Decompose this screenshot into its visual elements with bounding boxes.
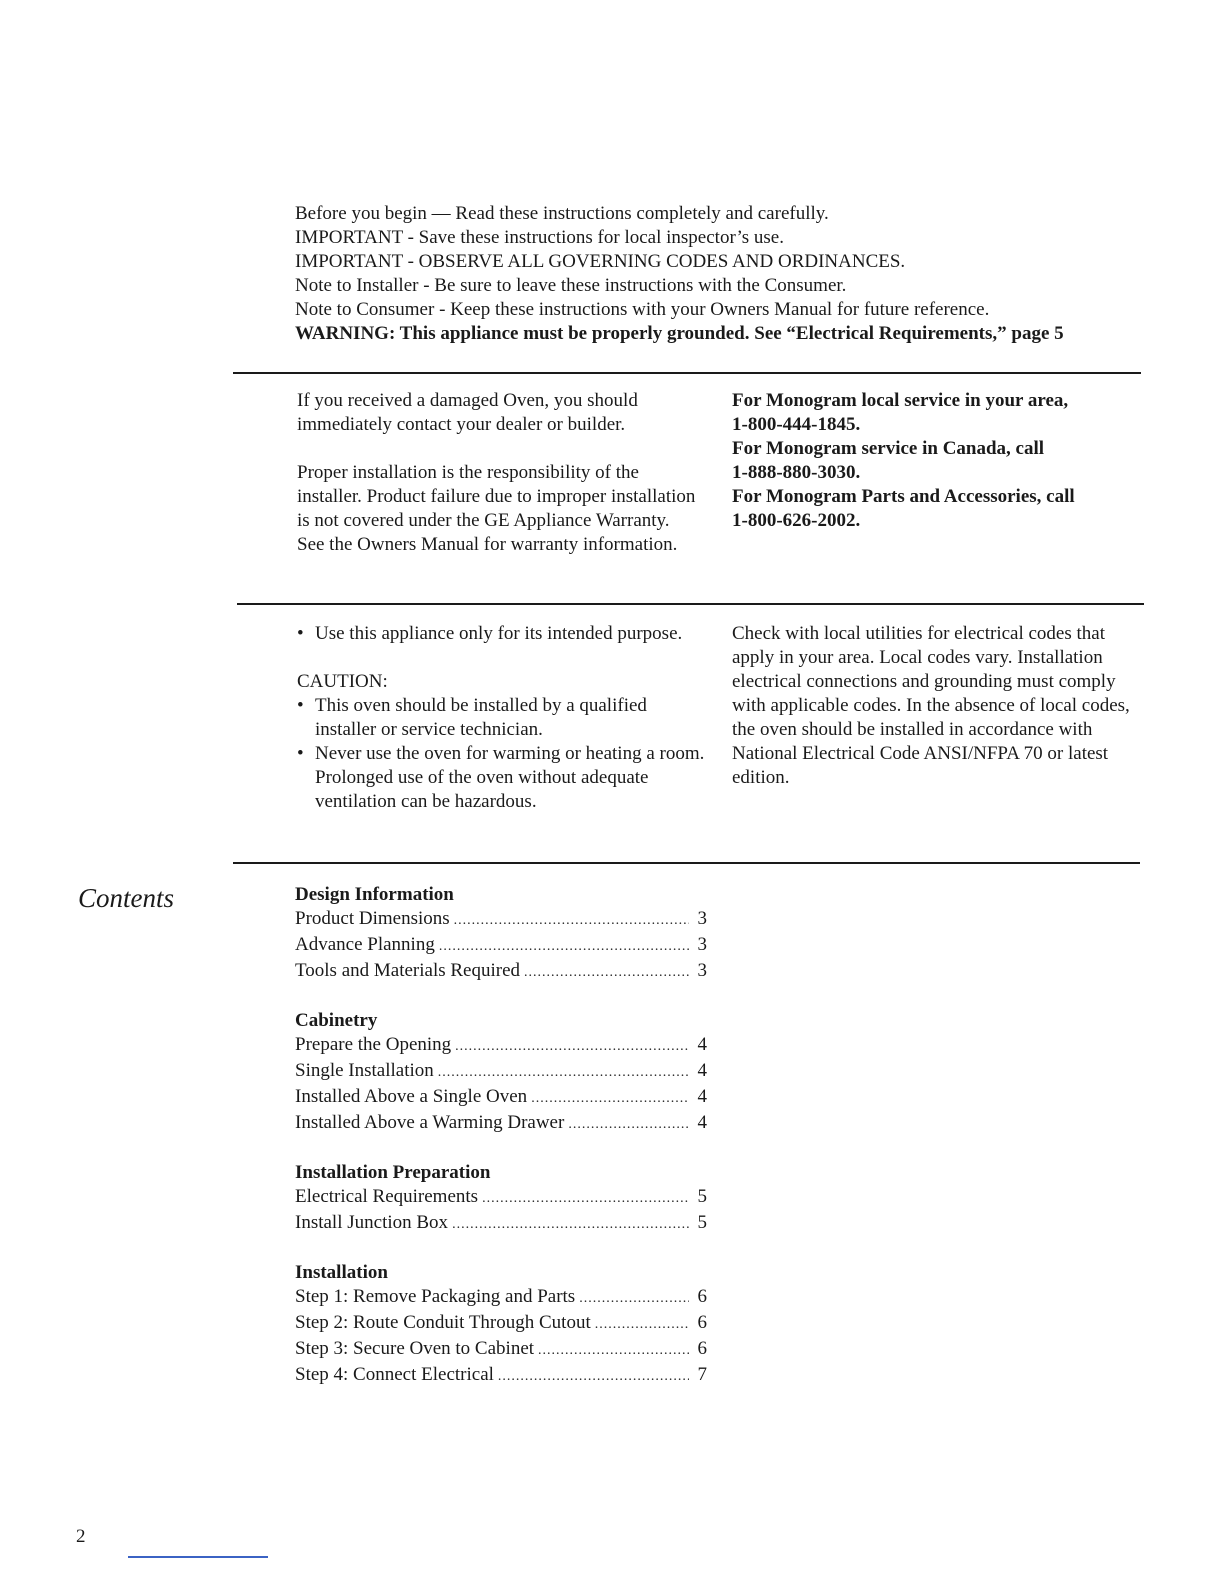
toc-entry[interactable]: Step 1: Remove Packaging and Parts ..... 6: [295, 1285, 707, 1311]
service-line: For Monogram local service in your area,: [732, 390, 1069, 411]
damage-paragraph: If you received a damaged Oven, you should immediately contact your dealer or builder.: [297, 390, 638, 435]
toc-entry[interactable]: Install Junction Box ..... 5: [295, 1211, 707, 1237]
bullet-icon: •: [297, 743, 304, 764]
warning-text: WARNING: This appliance must be properly grounded. See “Electrical Requirements,” page 5: [295, 323, 1064, 344]
toc-entry[interactable]: Advance Planning ..... 3: [295, 933, 707, 959]
toc-entry[interactable]: Step 3: Secure Oven to Cabinet ..... 6: [295, 1337, 707, 1363]
toc-entry[interactable]: Product Dimensions ..... 3: [295, 907, 707, 933]
toc-section: [295, 883, 707, 985]
toc-section: [295, 1009, 707, 1137]
service-phone: 1-800-444-1845.: [732, 414, 861, 435]
service-line: For Monogram service in Canada, call: [732, 438, 1045, 459]
toc-section-title: Cabinetry: [295, 1010, 378, 1031]
intro-line: IMPORTANT - Save these instructions for local inspector’s use.: [295, 227, 784, 248]
toc-entry[interactable]: Single Installation ..... 4: [295, 1059, 707, 1085]
intro-line: Note to Consumer - Keep these instructions with your Owners Manual for future reference.: [295, 299, 990, 320]
intro-line: IMPORTANT - OBSERVE ALL GOVERNING CODES AND ORDINANCES.: [295, 251, 906, 272]
toc-section-title: Installation: [295, 1262, 388, 1283]
divider: [233, 862, 1140, 864]
service-line: For Monogram Parts and Accessories, call: [732, 486, 1075, 507]
service-phone: 1-800-626-2002.: [732, 510, 861, 531]
toc-entry[interactable]: Installed Above a Single Oven ..... 4: [295, 1085, 707, 1111]
toc-entry[interactable]: Step 4: Connect Electrical ..... 7: [295, 1363, 707, 1389]
intro-line: Before you begin — Read these instructions completely and carefully.: [295, 203, 829, 224]
safety-notes: [297, 622, 707, 814]
electrical-codes-note: Check with local utilities for electrical codes that apply in your area. Local codes vary. Installation electrical connections and grounding must comply with applicable codes. In the absence of local codes, the oven should be installed in accordance with National Electrical Code ANSI/NFPA 70 or latest edition.: [732, 623, 1130, 788]
bullet-icon: •: [297, 623, 304, 644]
service-contacts: [732, 389, 1075, 533]
divider: [233, 372, 1141, 374]
bullet-item: • This oven should be installed by a qualified installer or service technician.: [297, 695, 647, 740]
divider: [237, 603, 1144, 605]
toc-entry[interactable]: Tools and Materials Required ..... 3: [295, 959, 707, 985]
toc-entry[interactable]: Prepare the Opening ..... 4: [295, 1033, 707, 1059]
table-of-contents: [295, 883, 707, 1413]
page-number: 2: [76, 1526, 86, 1547]
footer-link-underline[interactable]: [128, 1556, 268, 1558]
toc-entry[interactable]: Installed Above a Warming Drawer ..... 4: [295, 1111, 707, 1137]
intro-line: Note to Installer - Be sure to leave these instructions with the Consumer.: [295, 275, 847, 296]
bullet-item: • Never use the oven for warming or heating a room. Prolonged use of the oven without adequate ventilation can be hazardous.: [297, 743, 705, 812]
service-phone: 1-888-880-3030.: [732, 462, 861, 483]
intro-block: [295, 202, 1064, 346]
bullet-icon: •: [297, 695, 304, 716]
contents-heading: Contents: [78, 883, 175, 913]
bullet-item: • Use this appliance only for its intended purpose.: [297, 623, 683, 644]
damage-notice: [297, 389, 697, 557]
toc-section: [295, 1161, 707, 1237]
toc-entry[interactable]: Electrical Requirements ..... 5: [295, 1185, 707, 1211]
toc-section-title: Installation Preparation: [295, 1162, 491, 1183]
caution-heading: CAUTION:: [297, 671, 388, 692]
toc-entry[interactable]: Step 2: Route Conduit Through Cutout ..... 6: [295, 1311, 707, 1337]
toc-section: [295, 1261, 707, 1389]
warranty-paragraph: Proper installation is the responsibility of the installer. Product failure due to improper installation is not covered under the GE Appliance Warranty. See the Owners Manual for warranty information.: [297, 462, 696, 555]
toc-section-title: Design Information: [295, 884, 454, 905]
